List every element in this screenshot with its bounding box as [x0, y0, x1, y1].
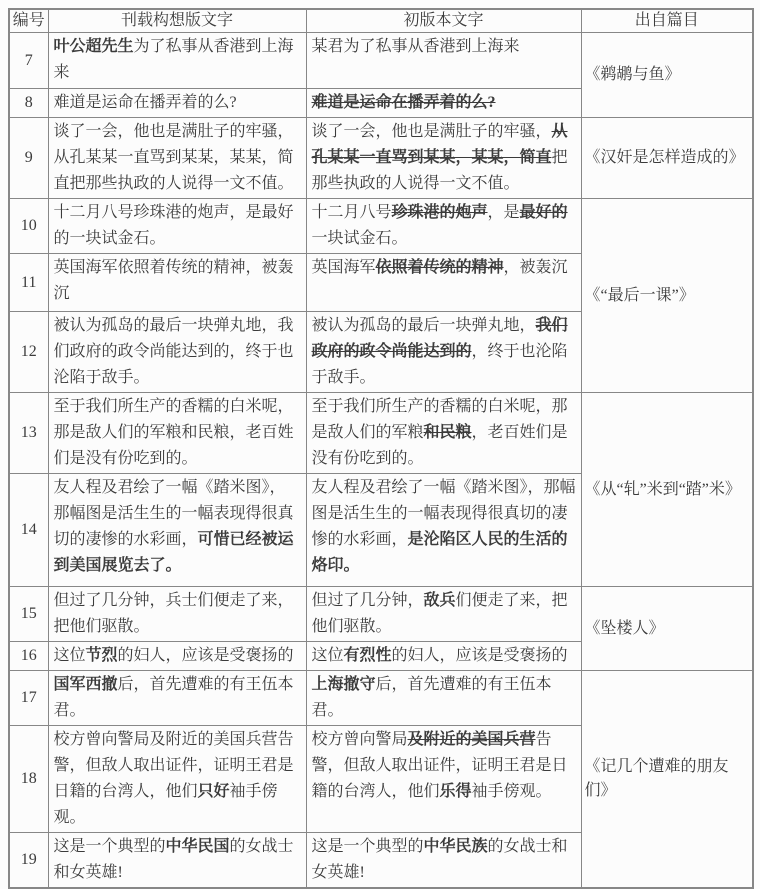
- emphasis-text: 有烈性: [343, 647, 392, 664]
- plain-text: 友人程及君绘了一幅《踏米图》，那幅图是活生生的一幅表现得很真切的凄惨的水彩画，: [311, 479, 576, 548]
- plain-text: 但过了几分钟，: [311, 592, 424, 609]
- deleted-text: 从孔某某一直骂到某某，某某，简直: [311, 123, 568, 166]
- deleted-text: 依照着传统的精神: [375, 259, 504, 276]
- header-draft-version: 刊载构想版文字: [48, 9, 306, 33]
- cell-first-edition-text: [306, 642, 581, 671]
- row-number: 9: [9, 118, 48, 199]
- emphasis-text: 叶公超先生: [53, 38, 134, 55]
- cell-first-edition-text: [306, 587, 581, 642]
- header-first-edition: 初版本文字: [306, 9, 581, 33]
- plain-text: 至于我们所生产的香糯的白米呢，那是敌人们的军粮: [311, 398, 568, 441]
- header-row: [9, 9, 753, 33]
- plain-text: 们便走了来，把他们驱散。: [311, 592, 568, 635]
- plain-text: 这是一个典型的: [311, 838, 424, 855]
- plain-text: 这位: [311, 647, 344, 664]
- table-body: [9, 33, 753, 889]
- emphasis-text: 可惜已经被运到美国展览去了。: [53, 531, 294, 574]
- row-number: 18: [9, 726, 48, 833]
- cell-first-edition-text: [306, 393, 581, 474]
- row-number: 11: [9, 254, 48, 312]
- plain-text: 的女战士和女英雄!: [53, 838, 294, 881]
- cell-draft-version-text: [48, 726, 306, 833]
- plain-text: 但过了几分钟，兵士们便走了来，把他们驱散。: [53, 592, 294, 635]
- table-row: [9, 199, 753, 254]
- plain-text: 后，首先遭难的有王伍本君。: [53, 676, 294, 719]
- cell-first-edition-text: [306, 89, 581, 118]
- emphasis-text: 中华民族: [423, 838, 488, 855]
- row-number: 12: [9, 312, 48, 393]
- plain-text: ，是: [487, 204, 520, 221]
- plain-text: 英国海军依照着传统的精神，被轰沉: [53, 259, 294, 302]
- cell-draft-version-text: [48, 199, 306, 254]
- header-number: 编号: [9, 9, 48, 33]
- plain-text: 为了私事从香港到上海来: [53, 38, 294, 81]
- plain-text: 后，首先遭难的有王伍本君。: [311, 676, 552, 719]
- plain-text: 这是一个典型的: [53, 838, 166, 855]
- cell-first-edition-text: [306, 33, 581, 89]
- cell-source-title: 《坠楼人》: [581, 587, 753, 671]
- cell-source-title: 《鹈鹕与鱼》: [581, 33, 753, 118]
- deleted-text: 及附近的美国兵营: [407, 731, 536, 748]
- plain-text: 谈了一会，他也是满肚子的牢骚，从孔某某一直骂到某某，某某，简直把那些执政的人说得一文不值。: [53, 123, 294, 192]
- cell-first-edition-text: [306, 312, 581, 393]
- row-number: 14: [9, 474, 48, 587]
- table-row: [9, 118, 753, 199]
- plain-text: 谈了一会，他也是满肚子的牢骚，: [311, 123, 552, 140]
- plain-text: 友人程及君绘了一幅《踏米图》，那幅图是活生生的一幅表现得很真切的凄惨的水彩画，: [53, 479, 294, 548]
- cell-first-edition-text: [306, 254, 581, 312]
- emphasis-text: 乐得: [439, 783, 472, 800]
- plain-text: 被认为孤岛的最后一块弹丸地，: [311, 317, 536, 334]
- plain-text: 的妇人，应该是受褒扬的: [391, 647, 568, 664]
- plain-text: 某君为了私事从香港到上海来: [311, 38, 520, 55]
- plain-text: 告警，但敌人取出证件，证明王君是日籍的台湾人，他们: [311, 731, 568, 800]
- emphasis-text: 上海撤守: [311, 676, 376, 693]
- cell-draft-version-text: [48, 671, 306, 726]
- emphasis-text: 只好: [197, 783, 230, 800]
- emphasis-text: 敌兵: [423, 592, 456, 609]
- header-source-title: 出自篇目: [581, 9, 753, 33]
- plain-text: 袖手傍观。: [53, 783, 278, 826]
- plain-text: 英国海军: [311, 259, 376, 276]
- plain-text: 至于我们所生产的香糯的白米呢，那是敌人们的军粮和民粮，老百姓们是没有份吃到的。: [53, 398, 294, 467]
- plain-text: 把那些执政的人说得一文不值。: [311, 149, 568, 192]
- cell-draft-version-text: [48, 393, 306, 474]
- cell-first-edition-text: [306, 726, 581, 833]
- cell-first-edition-text: [306, 671, 581, 726]
- table-row: [9, 671, 753, 726]
- deleted-text: 珍珠港的炮声: [391, 204, 488, 221]
- cell-draft-version-text: [48, 642, 306, 671]
- plain-text: 的妇人，应该是受褒扬的: [117, 647, 294, 664]
- plain-text: 这位: [53, 647, 86, 664]
- row-number: 10: [9, 199, 48, 254]
- emphasis-text: 国军西撤: [53, 676, 118, 693]
- plain-text: 十二月八号珍珠港的炮声，是最好的一块试金石。: [53, 204, 294, 247]
- row-number: 15: [9, 587, 48, 642]
- cell-source-title: 《汉奸是怎样造成的》: [581, 118, 753, 199]
- plain-text: ，老百姓们是没有份吃到的。: [311, 424, 568, 467]
- table-header: [9, 9, 753, 33]
- cell-draft-version-text: [48, 474, 306, 587]
- emphasis-text: 是沦陷区人民的生活的烙印。: [311, 531, 568, 574]
- cell-first-edition-text: [306, 833, 581, 889]
- plain-text: 难道是运命在播弄着的么?: [53, 94, 237, 111]
- row-number: 8: [9, 89, 48, 118]
- cell-first-edition-text: [306, 474, 581, 587]
- cell-draft-version-text: [48, 587, 306, 642]
- plain-text: 一块试金石。: [311, 230, 408, 247]
- row-number: 17: [9, 671, 48, 726]
- deleted-text: 最好的: [519, 204, 568, 221]
- cell-first-edition-text: [306, 118, 581, 199]
- plain-text: 校方曾向警局及附近的美国兵营告警，但敌人取出证件，证明王君是日籍的台湾人，他们: [53, 731, 294, 800]
- emphasis-text: 中华民国: [165, 838, 230, 855]
- plain-text: 十二月八号: [311, 204, 392, 221]
- deleted-text: 难道是运命在播弄着的么?: [311, 94, 496, 111]
- deleted-text: 我们政府的政令尚能达到的: [311, 317, 568, 360]
- cell-draft-version-text: [48, 254, 306, 312]
- plain-text: ，被轰沉: [503, 259, 568, 276]
- cell-draft-version-text: [48, 118, 306, 199]
- plain-text: 校方曾向警局: [311, 731, 408, 748]
- row-number: 16: [9, 642, 48, 671]
- plain-text: ，终于也沦陷于敌手。: [311, 343, 568, 386]
- row-number: 7: [9, 33, 48, 89]
- deleted-text: 和民粮: [423, 424, 472, 441]
- emphasis-text: 节烈: [85, 647, 118, 664]
- plain-text: 被认为孤岛的最后一块弹丸地，我们政府的政令尚能达到的，终于也沦陷于敌手。: [53, 317, 294, 386]
- table-row: [9, 393, 753, 474]
- cell-draft-version-text: [48, 89, 306, 118]
- cell-draft-version-text: [48, 833, 306, 889]
- row-number: 19: [9, 833, 48, 889]
- table-row: [9, 587, 753, 642]
- cell-draft-version-text: [48, 33, 306, 89]
- cell-draft-version-text: [48, 312, 306, 393]
- table-row: [9, 33, 753, 89]
- edition-comparison-table: [8, 8, 754, 889]
- cell-source-title: 《记几个遭难的朋友们》: [581, 671, 753, 889]
- plain-text: 袖手傍观。: [471, 783, 552, 800]
- cell-source-title: 《从“轧”米到“踏”米》: [581, 393, 753, 587]
- row-number: 13: [9, 393, 48, 474]
- cell-first-edition-text: [306, 199, 581, 254]
- cell-source-title: 《“最后一课”》: [581, 199, 753, 393]
- plain-text: 的女战士和女英雄!: [311, 838, 568, 881]
